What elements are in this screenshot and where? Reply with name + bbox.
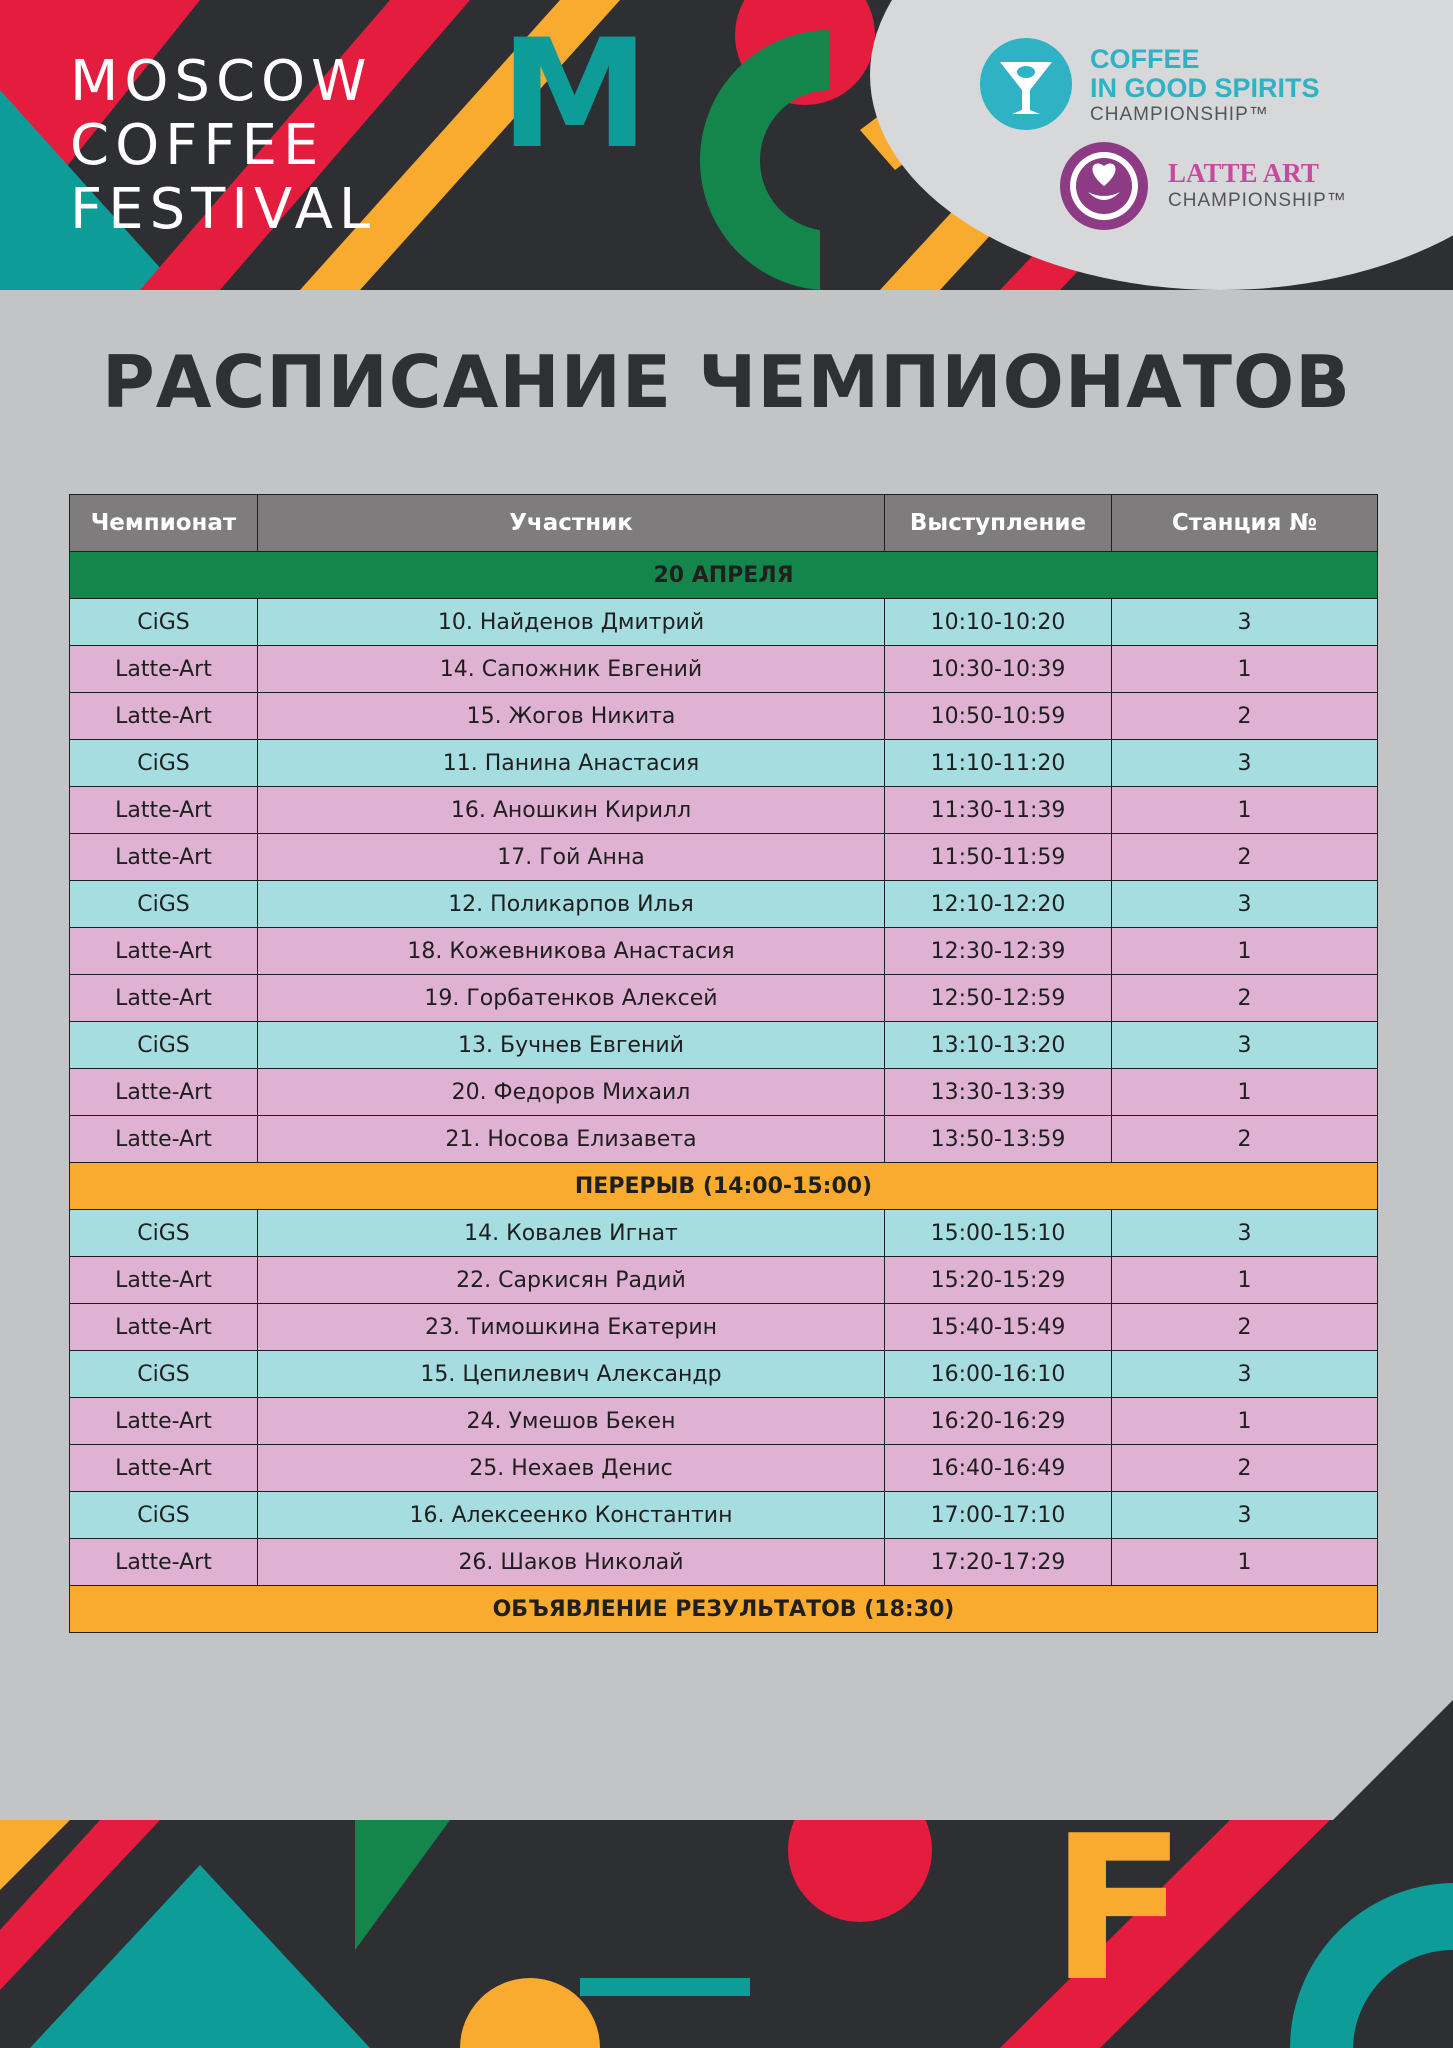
cell-station: 3 <box>1112 1022 1378 1069</box>
cell-time: 15:40-15:49 <box>885 1304 1112 1351</box>
cell-time: 11:50-11:59 <box>885 834 1112 881</box>
cell-championship: Latte-Art <box>70 1304 258 1351</box>
cell-time: 12:30-12:39 <box>885 928 1112 975</box>
table-row <box>70 1539 1378 1586</box>
latte-art-logo-line1: LATTE ART <box>1168 158 1319 188</box>
results-row <box>70 1586 1378 1633</box>
cell-participant: 20. Федоров Михаил <box>258 1069 885 1116</box>
day-row <box>70 552 1378 599</box>
cell-station: 3 <box>1112 1492 1378 1539</box>
latte-art-logo-icon <box>1058 140 1150 232</box>
cell-station: 3 <box>1112 1351 1378 1398</box>
cell-time: 15:00-15:10 <box>885 1210 1112 1257</box>
cell-championship: CiGS <box>70 1210 258 1257</box>
table-row <box>70 1210 1378 1257</box>
cell-time: 13:50-13:59 <box>885 1116 1112 1163</box>
big-letter-m: M <box>500 8 650 182</box>
cell-time: 16:40-16:49 <box>885 1445 1112 1492</box>
cell-station: 2 <box>1112 1116 1378 1163</box>
cell-championship: CiGS <box>70 740 258 787</box>
cell-station: 1 <box>1112 1257 1378 1304</box>
header-banner <box>0 0 1453 290</box>
corner-decor-graphic <box>1260 1700 1453 1820</box>
cell-station: 1 <box>1112 928 1378 975</box>
cell-participant: 19. Горбатенков Алексей <box>258 975 885 1022</box>
cell-participant: 15. Цепилевич Александр <box>258 1351 885 1398</box>
cell-participant: 14. Сапожник Евгений <box>258 646 885 693</box>
cell-participant: 12. Поликарпов Илья <box>258 881 885 928</box>
cell-participant: 21. Носова Елизавета <box>258 1116 885 1163</box>
cell-participant: 25. Нехаев Денис <box>258 1445 885 1492</box>
table-row <box>70 787 1378 834</box>
table-row <box>70 599 1378 646</box>
table-row <box>70 1398 1378 1445</box>
table-row <box>70 740 1378 787</box>
cell-station: 2 <box>1112 693 1378 740</box>
cell-station: 3 <box>1112 740 1378 787</box>
cigs-logo-line3: CHAMPIONSHIP™ <box>1090 104 1269 125</box>
cell-participant: 16. Алексеенко Константин <box>258 1492 885 1539</box>
cell-participant: 18. Кожевникова Анастасия <box>258 928 885 975</box>
cell-station: 1 <box>1112 646 1378 693</box>
table-header-row <box>70 495 1378 552</box>
results-label: ОБЪЯВЛЕНИЕ РЕЗУЛЬТАТОВ (18:30) <box>70 1586 1378 1633</box>
table-row <box>70 1257 1378 1304</box>
header-performance: Выступление <box>885 495 1112 552</box>
cell-participant: 10. Найденов Дмитрий <box>258 599 885 646</box>
cell-championship: Latte-Art <box>70 693 258 740</box>
festival-logo-line2: COFFEE <box>70 113 325 178</box>
page-title: РАСПИСАНИЕ ЧЕМПИОНАТОВ <box>101 340 1352 424</box>
cigs-logo-line1: COFFEE <box>1090 44 1200 74</box>
cell-station: 3 <box>1112 1210 1378 1257</box>
table-row <box>70 881 1378 928</box>
table-row <box>70 1445 1378 1492</box>
cell-participant: 26. Шаков Николай <box>258 1539 885 1586</box>
cell-championship: Latte-Art <box>70 1116 258 1163</box>
cell-time: 10:50-10:59 <box>885 693 1112 740</box>
cell-participant: 11. Панина Анастасия <box>258 740 885 787</box>
cell-time: 10:30-10:39 <box>885 646 1112 693</box>
cigs-logo-icon <box>978 36 1074 132</box>
cigs-logo-text <box>1090 45 1320 103</box>
cell-championship: Latte-Art <box>70 1398 258 1445</box>
break-row <box>70 1163 1378 1210</box>
festival-logo <box>70 50 376 242</box>
cell-time: 11:30-11:39 <box>885 787 1112 834</box>
cell-participant: 14. Ковалев Игнат <box>258 1210 885 1257</box>
footer-decor-graphic <box>0 1820 1453 2048</box>
table-row <box>70 1022 1378 1069</box>
table-row <box>70 646 1378 693</box>
break-label: ПЕРЕРЫВ (14:00-15:00) <box>70 1163 1378 1210</box>
day-label: 20 АПРЕЛЯ <box>70 552 1378 599</box>
cell-championship: Latte-Art <box>70 975 258 1022</box>
header-station: Станция № <box>1112 495 1378 552</box>
header-participant: Участник <box>258 495 885 552</box>
header-championship: Чемпионат <box>70 495 258 552</box>
cell-championship: Latte-Art <box>70 1069 258 1116</box>
cell-participant: 13. Бучнев Евгений <box>258 1022 885 1069</box>
cell-participant: 15. Жогов Никита <box>258 693 885 740</box>
table-row <box>70 1069 1378 1116</box>
cell-station: 1 <box>1112 1069 1378 1116</box>
cell-time: 12:10-12:20 <box>885 881 1112 928</box>
cell-championship: CiGS <box>70 881 258 928</box>
cell-station: 2 <box>1112 1445 1378 1492</box>
table-row <box>70 975 1378 1022</box>
festival-logo-line1: MOSCOW <box>70 49 373 114</box>
cigs-logo-line2: IN GOOD SPIRITS <box>1090 73 1320 103</box>
festival-logo-line3: FESTIVAL <box>70 177 377 242</box>
cell-station: 2 <box>1112 975 1378 1022</box>
table-row <box>70 928 1378 975</box>
cell-championship: CiGS <box>70 1351 258 1398</box>
cell-time: 16:00-16:10 <box>885 1351 1112 1398</box>
cell-participant: 16. Аношкин Кирилл <box>258 787 885 834</box>
cell-championship: CiGS <box>70 1022 258 1069</box>
cell-time: 13:30-13:39 <box>885 1069 1112 1116</box>
cell-championship: Latte-Art <box>70 1445 258 1492</box>
cell-championship: Latte-Art <box>70 834 258 881</box>
table-row <box>70 1351 1378 1398</box>
big-letter-f: F <box>1050 1820 1187 2026</box>
cell-station: 3 <box>1112 599 1378 646</box>
cell-station: 1 <box>1112 1539 1378 1586</box>
cell-championship: Latte-Art <box>70 646 258 693</box>
cell-participant: 22. Саркисян Радий <box>258 1257 885 1304</box>
cell-time: 11:10-11:20 <box>885 740 1112 787</box>
cell-time: 16:20-16:29 <box>885 1398 1112 1445</box>
cell-station: 1 <box>1112 787 1378 834</box>
cell-station: 3 <box>1112 881 1378 928</box>
table-row <box>70 1116 1378 1163</box>
cell-time: 10:10-10:20 <box>885 599 1112 646</box>
cell-participant: 24. Умешов Бекен <box>258 1398 885 1445</box>
cell-championship: Latte-Art <box>70 928 258 975</box>
cell-championship: Latte-Art <box>70 787 258 834</box>
cell-time: 17:00-17:10 <box>885 1492 1112 1539</box>
cell-time: 15:20-15:29 <box>885 1257 1112 1304</box>
table-row <box>70 1492 1378 1539</box>
schedule-table <box>69 494 1378 1633</box>
table-row <box>70 693 1378 740</box>
table-row <box>70 834 1378 881</box>
table-row <box>70 1304 1378 1351</box>
cell-time: 17:20-17:29 <box>885 1539 1112 1586</box>
cell-championship: Latte-Art <box>70 1539 258 1586</box>
cell-participant: 17. Гой Анна <box>258 834 885 881</box>
cell-participant: 23. Тимошкина Екатерин <box>258 1304 885 1351</box>
footer-banner <box>0 1820 1453 2048</box>
cell-championship: Latte-Art <box>70 1257 258 1304</box>
cell-station: 2 <box>1112 1304 1378 1351</box>
cell-station: 1 <box>1112 1398 1378 1445</box>
latte-art-logo-line2: CHAMPIONSHIP™ <box>1168 190 1347 211</box>
cell-time: 12:50-12:59 <box>885 975 1112 1022</box>
schedule-body <box>70 552 1378 1633</box>
cell-station: 2 <box>1112 834 1378 881</box>
cell-time: 13:10-13:20 <box>885 1022 1112 1069</box>
cell-championship: CiGS <box>70 1492 258 1539</box>
cell-championship: CiGS <box>70 599 258 646</box>
